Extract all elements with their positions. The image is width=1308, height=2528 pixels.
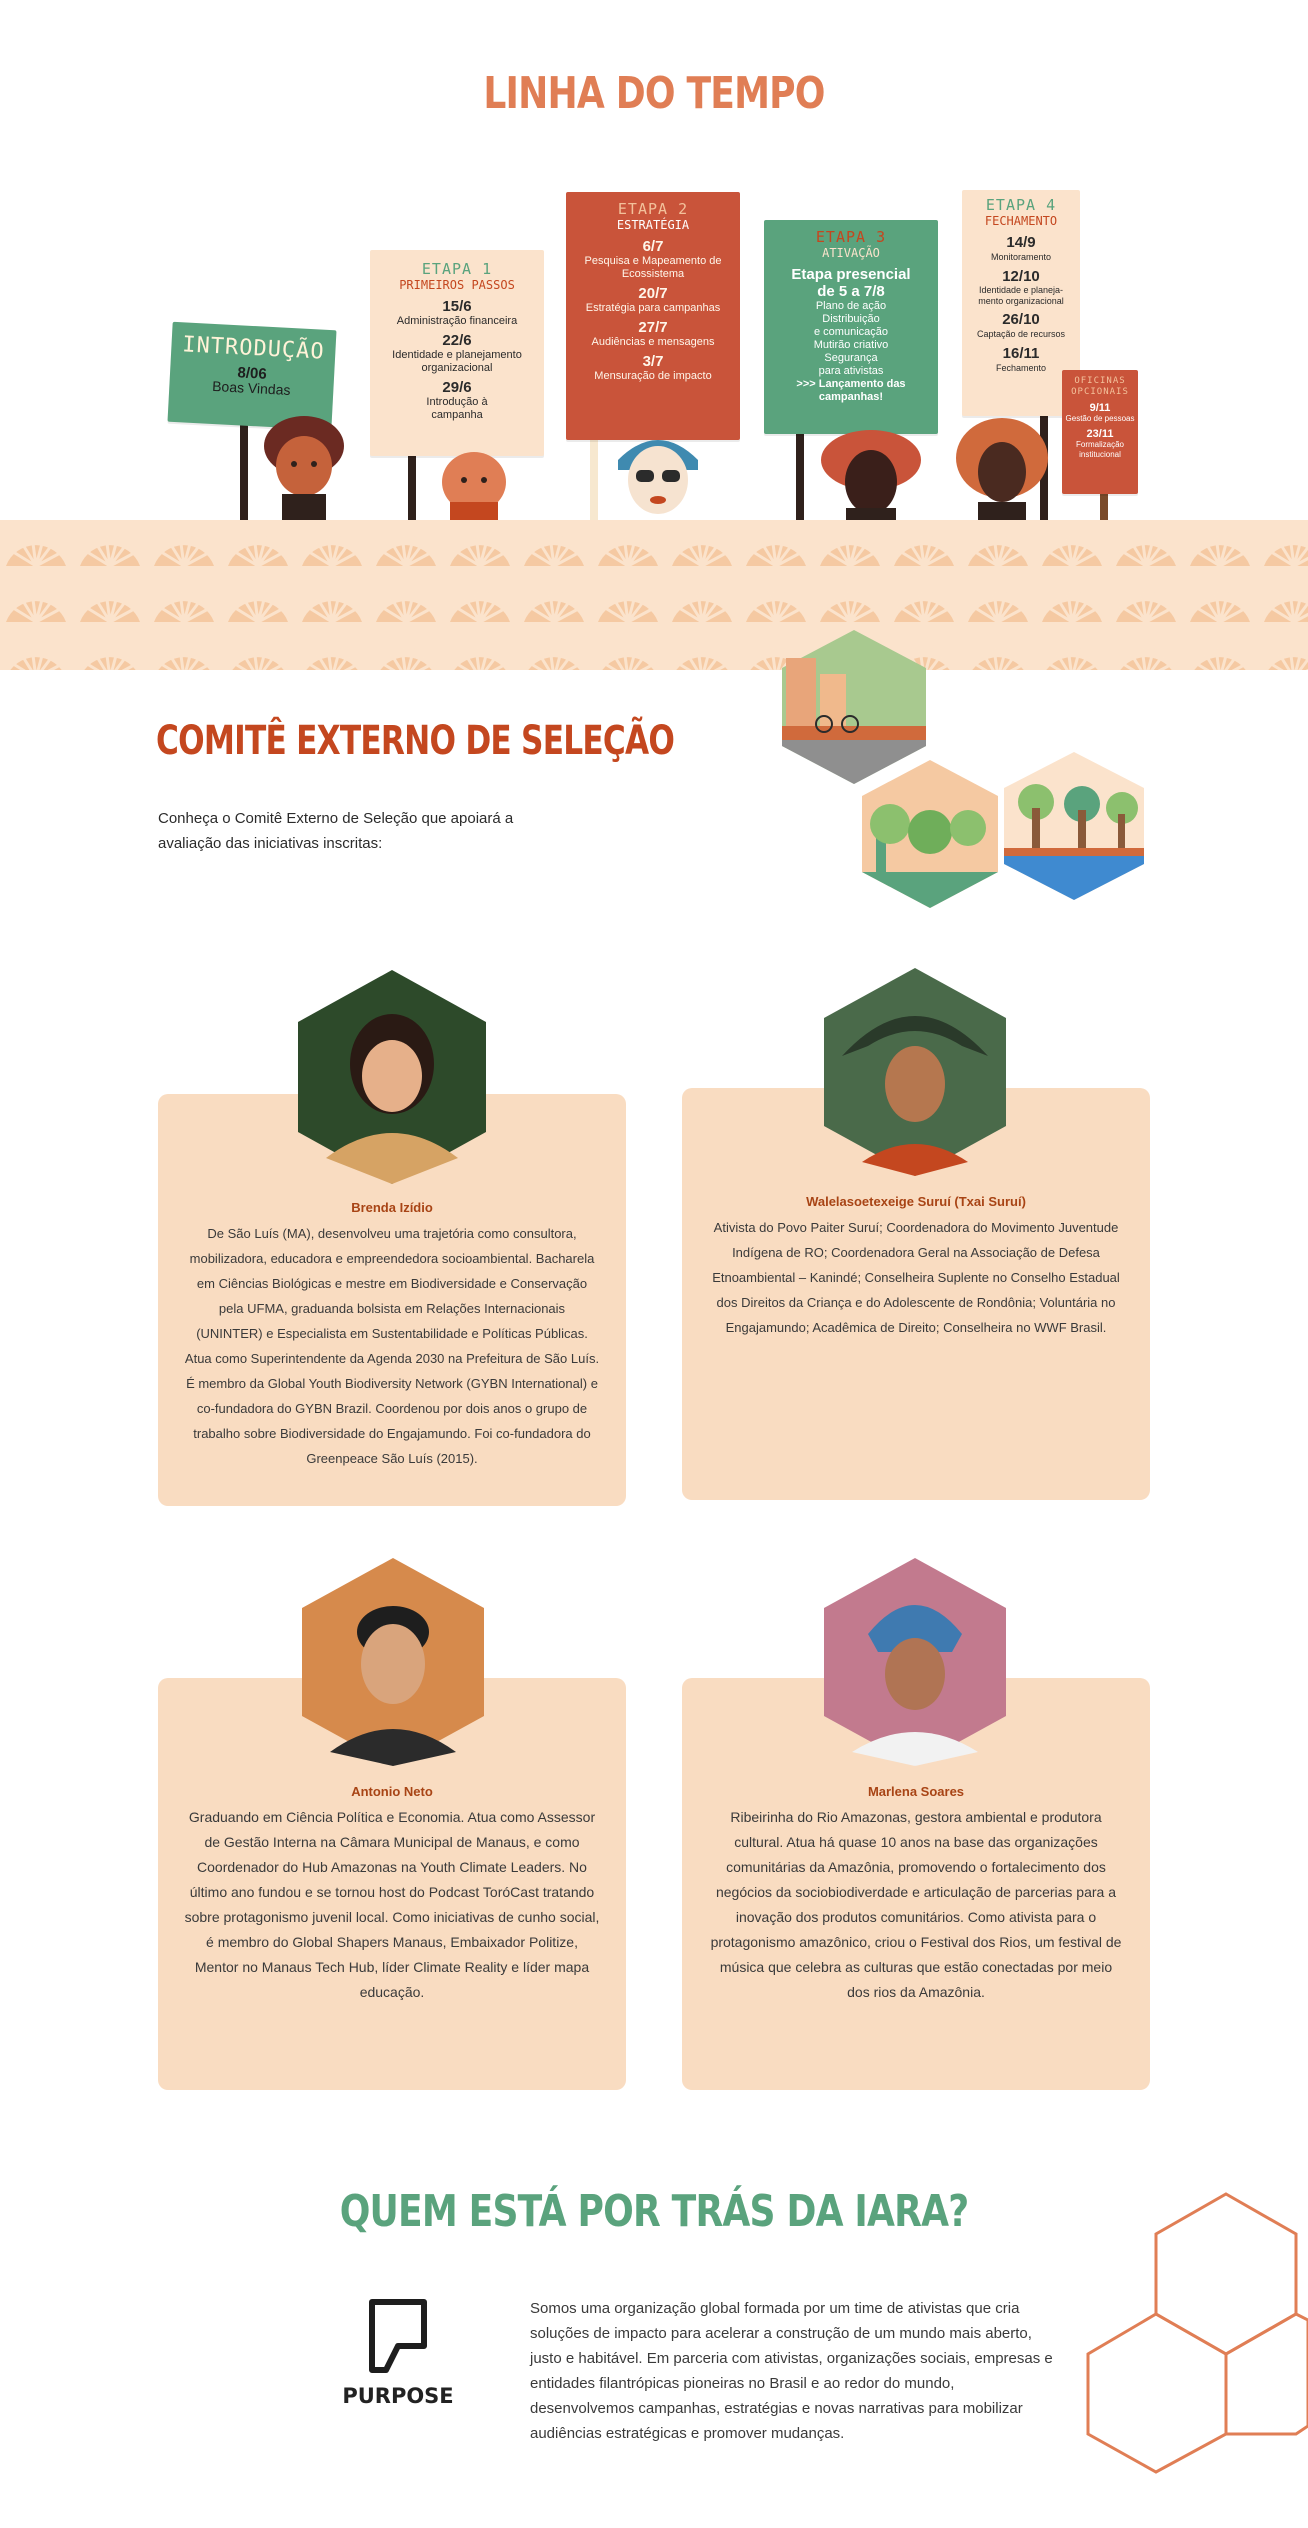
- member-photo: [822, 1556, 1008, 1768]
- stage4-heading: ETAPA 4: [985, 196, 1057, 214]
- member-bio: Graduando em Ciência Política e Economia. Atua como Assessor de Gestão Interna na Câmara Municipal de Manaus, e como Coordenador do Hub Amazonas na Youth Climate Leaders. No último ano fundou e se tornou host do Podcast ToróCast tratando sobre protagonismo juvenil local. Como iniciativas de cunho social, é membro do Global Shapers Manaus, Embaixador Politize, Mentor no Manaus Tech Hub, líder Climate Reality e líder mapa educação.: [184, 1809, 600, 2000]
- optional-item: 9/11 Gestão de pessoas: [1065, 402, 1135, 423]
- stage4-item: 12/10 Identidade e planeja-mento organizacional: [978, 268, 1064, 306]
- optional-heading: OFICINAS OPCIONAIS: [1071, 376, 1129, 397]
- stage2-item: 3/7 Mensuração de impacto: [594, 353, 712, 382]
- stage1-sign: [370, 250, 544, 456]
- quem-title: QUEM ESTÁ POR TRÁS DA IARA?: [339, 2186, 969, 2237]
- stage3-line: e comunicação: [814, 326, 888, 338]
- person-illustration: [428, 452, 518, 520]
- person-illustration: [816, 430, 926, 520]
- sign-stick: [240, 420, 248, 520]
- stage4-item: 16/11 Fechamento: [995, 345, 1047, 373]
- optional-item: 23/11 Formalização institucional: [1075, 428, 1124, 459]
- stage3-line: Distribuição: [822, 313, 880, 325]
- comite-title: COMITÊ EXTERNO DE SELEÇÃO: [156, 718, 675, 764]
- comite-intro: Conheça o Comitê Externo de Seleção que apoiará a avaliação das iniciativas inscritas:: [158, 810, 514, 852]
- member-name: Walelasoetexeige Suruí (Txai Suruí): [806, 1194, 1026, 1209]
- stage1-item: 22/6 Identidade e planejamento organizacional: [392, 332, 522, 374]
- stage2-sub: ESTRATÉGIA: [616, 218, 690, 232]
- member-name: Brenda Izídio: [351, 1200, 433, 1215]
- timeline-illustration: [0, 180, 1308, 520]
- stage3-line: para ativistas: [818, 365, 884, 377]
- hexagon-illustrations: [780, 628, 1160, 918]
- stage3-sign: [764, 220, 938, 434]
- stage4-sub: FECHAMENTO: [984, 214, 1058, 228]
- stage1-sub: PRIMEIROS PASSOS: [399, 278, 515, 292]
- purpose-logo[interactable]: [328, 2298, 468, 2408]
- hexagon-outline-decoration: [1086, 2190, 1308, 2476]
- sign-stick: [590, 430, 598, 520]
- stage3-highlight: >>> Lançamento das campanhas!: [796, 378, 906, 403]
- stage2-item: 6/7 Pesquisa e Mapeamento de Ecossistema: [584, 238, 722, 280]
- stage1-item: 15/6 Administração financeira: [396, 298, 518, 327]
- member-bio: Ribeirinha do Rio Amazonas, gestora ambiental e produtora cultural. Atua há quase 10 anos na base das organizações comunitárias da Amazônia, promovendo o fortalecimento dos negócios da sociobiodiverdade e articulação de parcerias para a inovação dos produtos comunitários. Como ativista para o protagonismo amazônico, criou o Festival dos Rios, um festival de música que celebra as culturas que estão conectadas por meio dos rios da Amazônia.: [710, 1809, 1122, 2000]
- stage2-item: 20/7 Estratégia para campanhas: [585, 285, 721, 314]
- member-bio: De São Luís (MA), desenvolveu uma trajetória como consultora, mobilizadora, educadora e empreendedora socioambiental. Bacharela em Ciências Biológicas e mestre em Biodiversidade e Conservação pela UFMA, graduanda bolsista em Relações Internacionais (UNINTER) e Especialista em Sustentabilidade e Políticas Públicas. Atua como Superintendente da Agenda 2030 na Prefeitura de São Luís. É membro da Global Youth Biodiversity Network (GYBN International) e co-fundadora do GYBN Brazil. Coordenou por dois anos o grupo de trabalho sobre Biodiversidade do Engajamundo. Foi co-fundadora do Greenpeace São Luís (2015).: [184, 1226, 600, 1466]
- stage3-title: Etapa presencial de 5 a 7/8: [791, 266, 911, 300]
- sign-stick: [796, 420, 804, 520]
- person-illustration: [610, 430, 706, 520]
- member-photo: [822, 966, 1008, 1178]
- sign-stick: [1100, 490, 1108, 520]
- stage2-heading: ETAPA 2: [617, 200, 689, 218]
- person-illustration: [952, 416, 1052, 520]
- member-photo: [300, 1556, 486, 1768]
- stage2-item: 27/7 Audiências e mensagens: [591, 319, 715, 348]
- stage1-item: 29/6 Introdução à campanha: [426, 379, 488, 421]
- person-illustration: [252, 408, 352, 520]
- member-bio: Ativista do Povo Paiter Suruí; Coordenadora do Movimento Juventude Indígena de RO; Coordenadora Geral na Associação de Defesa Etnoambiental – Kanindé; Conselheira Suplente no Conselho Estadual dos Direitos da Criança e do Adolescente de Rondônia; Voluntária no Engajamundo; Acadêmica de Direito; Conselheira no WWF Brasil.: [712, 1220, 1120, 1335]
- quem-text: Somos uma organização global formada por um time de ativistas que cria soluções de impacto para acelerar a construção de um mundo mais aberto, justo e habitável. Em parceria com ativistas, organizações sociais, empresas e entidades filantrópicas pioneiras no Brasil e ao redor do mundo, desenvolvemos campanhas, estratégias e novas narrativas para mobilizar audiências estratégicas e promover mudanças.: [530, 2300, 1053, 2442]
- stage4-item: 26/10 Captação de recursos: [976, 311, 1066, 339]
- purpose-logo-word: PURPOSE: [342, 2384, 454, 2408]
- stage4-item: 14/9 Monitoramento: [990, 234, 1052, 262]
- intro-label: Boas Vindas: [211, 377, 291, 399]
- stage3-heading: ETAPA 3: [815, 228, 887, 246]
- stage3-line: Plano de ação: [815, 300, 887, 312]
- stage3-line: Mutirão criativo: [813, 339, 889, 351]
- stage2-sign: [566, 192, 740, 440]
- stage1-heading: ETAPA 1: [421, 260, 493, 278]
- timeline-title: LINHA DO TEMPO: [483, 68, 825, 119]
- intro-heading: INTRODUÇÃO: [181, 332, 326, 365]
- member-photo: [296, 968, 488, 1186]
- member-name: Marlena Soares: [867, 1784, 965, 1799]
- intro-date: 8/06: [237, 364, 268, 383]
- stage3-line: Segurança: [824, 352, 878, 364]
- stage3-sub: ATIVAÇÃO: [822, 246, 880, 260]
- purpose-logo-icon: [362, 2298, 434, 2374]
- member-name: Antonio Neto: [351, 1784, 433, 1799]
- optional-sign: [1062, 370, 1138, 494]
